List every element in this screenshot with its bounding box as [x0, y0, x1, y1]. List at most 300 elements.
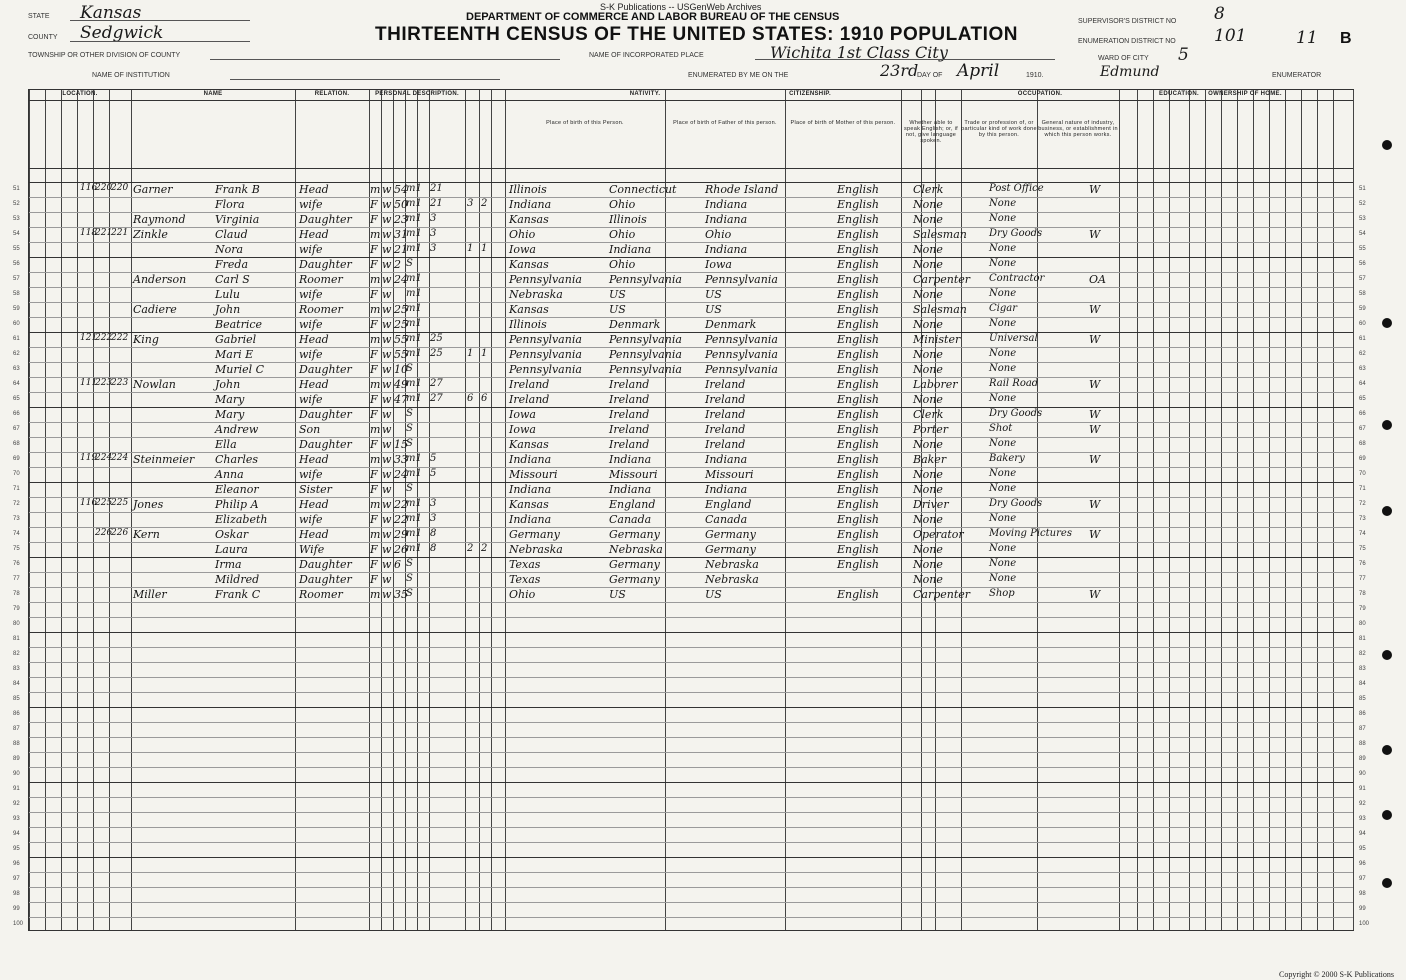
years-married: 3: [430, 243, 437, 254]
family-number: 225: [111, 498, 129, 508]
surname: Steinmeier: [133, 453, 195, 466]
relation: wife: [299, 318, 323, 331]
marital-status: m1: [406, 543, 422, 554]
birthplace-person: Nebraska: [509, 543, 563, 556]
row-number: 53: [13, 216, 20, 222]
row-number: 62: [1359, 351, 1366, 357]
trade: None: [913, 363, 943, 376]
employer-status: W: [1089, 303, 1101, 316]
sex: m: [370, 528, 381, 541]
birthplace-person: Illinois: [509, 183, 547, 196]
birthplace-person: Ireland: [509, 393, 550, 406]
birthplace-mother: Iowa: [705, 258, 732, 271]
age: 24: [394, 273, 408, 286]
row-rule: [29, 737, 1353, 738]
sex: F: [370, 393, 378, 406]
row-number: 63: [1359, 366, 1366, 372]
race: w: [382, 288, 392, 301]
birthplace-mother: Indiana: [705, 198, 748, 211]
birthplace-mother: Pennsylvania: [705, 273, 778, 286]
birthplace-father: Connecticut: [609, 183, 677, 196]
trade: Clerk: [913, 183, 944, 196]
employer-status: W: [1089, 408, 1101, 421]
trade: None: [913, 258, 943, 271]
column-divider: [1269, 90, 1270, 930]
given-name: Anna: [215, 468, 244, 481]
years-married: 25: [430, 348, 443, 359]
industry: None: [989, 513, 1017, 524]
age: 50: [394, 198, 408, 211]
birthplace-mother: Nebraska: [705, 573, 759, 586]
language: English: [837, 213, 879, 226]
birthplace-father: Ireland: [609, 378, 650, 391]
township-underline: [210, 59, 560, 60]
birthplace-person-heading: Place of birth of this Person.: [546, 120, 624, 126]
row-rule: [29, 887, 1353, 888]
house-number: 224: [95, 453, 113, 463]
column-divider: [491, 90, 492, 930]
marital-status: S: [406, 558, 413, 569]
column-divider: [1037, 90, 1038, 930]
row-number: 72: [1359, 501, 1366, 507]
ownership-heading: OWNERSHIP OF HOME.: [1208, 91, 1282, 97]
row-number: 82: [13, 651, 20, 657]
state-label: STATE: [28, 13, 50, 20]
birthplace-mother: Ireland: [705, 393, 746, 406]
marital-status: m1: [406, 303, 422, 314]
row-number: 94: [13, 831, 20, 837]
birthplace-mother: Indiana: [705, 453, 748, 466]
language: English: [837, 543, 879, 556]
birthplace-person: Ohio: [509, 228, 536, 241]
given-name: Laura: [215, 543, 248, 556]
binding-hole: [1382, 745, 1392, 755]
race: w: [382, 243, 392, 256]
row-number: 88: [1359, 741, 1366, 747]
trade: None: [913, 543, 943, 556]
incorporated-label: NAME OF INCORPORATED PLACE: [589, 52, 704, 59]
race: w: [382, 483, 392, 496]
sex: F: [370, 288, 378, 301]
row-number: 61: [1359, 336, 1366, 342]
trade: None: [913, 513, 943, 526]
county-value: Sedgwick: [80, 23, 164, 43]
row-number: 97: [13, 876, 20, 882]
row-number: 99: [1359, 906, 1366, 912]
column-divider: [479, 90, 480, 930]
surname: Garner: [133, 183, 173, 196]
month-value: April: [957, 61, 1000, 81]
birthplace-father: Ireland: [609, 408, 650, 421]
marital-status: S: [406, 258, 413, 269]
family-number: 220: [111, 183, 129, 193]
relation: Head: [299, 183, 329, 196]
industry: Dry Goods: [989, 228, 1043, 239]
given-name: Mari E: [215, 348, 254, 361]
row-number: 81: [13, 636, 20, 642]
race: w: [382, 273, 392, 286]
language: English: [837, 348, 879, 361]
column-divider: [961, 90, 962, 930]
row-number: 73: [1359, 516, 1366, 522]
row-number: 68: [1359, 441, 1366, 447]
row-rule: [29, 692, 1353, 693]
row-number: 59: [13, 306, 20, 312]
birthplace-person: Indiana: [509, 198, 552, 211]
binding-hole: [1382, 318, 1392, 328]
age: 15: [394, 438, 408, 451]
relation: Sister: [299, 483, 332, 496]
birthplace-father: Indiana: [609, 483, 652, 496]
house-number: 223: [95, 378, 113, 388]
birthplace-father: Ohio: [609, 258, 636, 271]
race: w: [382, 498, 392, 511]
row-number: 80: [13, 621, 20, 627]
name-heading: NAME: [203, 91, 223, 97]
enum-district-value: 101: [1214, 26, 1247, 46]
birthplace-person: Kansas: [509, 438, 549, 451]
marital-status: m1: [406, 243, 422, 254]
given-name: Andrew: [215, 423, 259, 436]
relation: Wife: [299, 543, 325, 556]
language: English: [837, 258, 879, 271]
birthplace-mother: Nebraska: [705, 558, 759, 571]
birthplace-person: Kansas: [509, 258, 549, 271]
children-living: 2: [481, 543, 488, 554]
language: English: [837, 378, 879, 391]
marital-status: m1: [406, 318, 422, 329]
industry: Moving Pictures: [989, 528, 1072, 539]
row-number: 76: [13, 561, 20, 567]
column-divider: [29, 90, 30, 930]
industry: None: [989, 543, 1017, 554]
relation: Head: [299, 498, 329, 511]
row-number: 100: [13, 921, 24, 927]
birthplace-person: Ireland: [509, 378, 550, 391]
industry: None: [989, 393, 1017, 404]
children-living: 1: [481, 243, 488, 254]
children-born: 2: [467, 543, 474, 554]
row-number: 59: [1359, 306, 1366, 312]
trade: None: [913, 213, 943, 226]
birthplace-person: Indiana: [509, 483, 552, 496]
age: 22: [394, 498, 408, 511]
employer-status: W: [1089, 228, 1101, 241]
day-of-label: DAY OF: [917, 72, 943, 79]
marital-status: m1: [406, 183, 422, 194]
birthplace-person: Indiana: [509, 453, 552, 466]
birthplace-father: Ireland: [609, 423, 650, 436]
given-name: Frank C: [215, 588, 261, 601]
birthplace-father: Illinois: [609, 213, 647, 226]
row-number: 85: [13, 696, 20, 702]
row-number: 74: [1359, 531, 1366, 537]
surname: Miller: [133, 588, 167, 601]
birthplace-father: Germany: [609, 528, 660, 541]
state-underline: [70, 20, 250, 21]
birthplace-mother-heading: Place of birth of Mother of this person.: [790, 120, 896, 126]
row-number: 97: [1359, 876, 1366, 882]
birthplace-mother: Indiana: [705, 243, 748, 256]
given-name: Eleanor: [215, 483, 259, 496]
row-number: 69: [1359, 456, 1366, 462]
industry: Cigar: [989, 303, 1017, 314]
row-number: 86: [1359, 711, 1366, 717]
birthplace-mother: Ohio: [705, 228, 732, 241]
trade: None: [913, 558, 943, 571]
copyright: Copyright © 2000 S-K Publications: [1279, 970, 1394, 979]
row-number: 60: [13, 321, 20, 327]
marital-status: S: [406, 573, 413, 584]
industry: None: [989, 348, 1017, 359]
row-number: 61: [13, 336, 20, 342]
children-born: 1: [467, 243, 474, 254]
marital-status: m1: [406, 468, 422, 479]
relation: Daughter: [299, 363, 352, 376]
industry: Dry Goods: [989, 408, 1043, 419]
surname: Jones: [133, 498, 164, 511]
page-title: THIRTEENTH CENSUS OF THE UNITED STATES: 1910 POPULATION: [375, 24, 1018, 45]
age: 2: [394, 258, 401, 271]
row-number: 88: [13, 741, 20, 747]
column-divider: [93, 90, 94, 930]
industry: Bakery: [989, 453, 1025, 464]
given-name: Ella: [215, 438, 237, 451]
county-underline: [70, 41, 250, 42]
birthplace-person: Pennsylvania: [509, 333, 582, 346]
row-number: 76: [1359, 561, 1366, 567]
nativity-heading: NATIVITY.: [629, 91, 661, 97]
row-number: 83: [1359, 666, 1366, 672]
surname: Raymond: [133, 213, 186, 226]
birthplace-father: US: [609, 288, 626, 301]
row-rule: [29, 632, 1353, 633]
row-number: 78: [1359, 591, 1366, 597]
row-number: 54: [1359, 231, 1366, 237]
age: 55: [394, 333, 408, 346]
row-number: 95: [1359, 846, 1366, 852]
dwelling-number: 121: [80, 333, 98, 343]
trade: None: [913, 483, 943, 496]
row-number: 90: [1359, 771, 1366, 777]
trade: None: [913, 573, 943, 586]
trade: Carpenter: [913, 273, 971, 286]
row-rule: [29, 797, 1353, 798]
age: 47: [394, 393, 408, 406]
dwelling-number: 119: [80, 453, 98, 463]
marital-status: m1: [406, 228, 422, 239]
publisher-line: S-K Publications -- USGenWeb Archives: [600, 2, 762, 12]
relation: Head: [299, 453, 329, 466]
marital-status: m1: [406, 498, 422, 509]
birthplace-father: Ireland: [609, 393, 650, 406]
birthplace-person: Iowa: [509, 408, 536, 421]
marital-status: S: [406, 363, 413, 374]
enumerated-day-value: 23rd: [880, 61, 919, 80]
row-number: 57: [13, 276, 20, 282]
row-number: 63: [13, 366, 20, 372]
industry: None: [989, 483, 1017, 494]
trade: Baker: [913, 453, 947, 466]
given-name: John: [215, 378, 241, 391]
age: 49: [394, 378, 408, 391]
industry: Shop: [989, 588, 1015, 599]
trade: Clerk: [913, 408, 944, 421]
row-rule: [29, 902, 1353, 903]
language: English: [837, 453, 879, 466]
sex: m: [370, 183, 381, 196]
birthplace-mother: Ireland: [705, 438, 746, 451]
industry: None: [989, 363, 1017, 374]
birthplace-father: England: [609, 498, 656, 511]
given-name: Claud: [215, 228, 248, 241]
row-number: 69: [13, 456, 20, 462]
race: w: [382, 588, 392, 601]
row-number: 56: [13, 261, 20, 267]
birthplace-father: Ireland: [609, 438, 650, 451]
row-number: 79: [13, 606, 20, 612]
row-number: 67: [13, 426, 20, 432]
column-divider: [1333, 90, 1334, 930]
given-name: Frank B: [215, 183, 260, 196]
given-name: Virginia: [215, 213, 260, 226]
given-name: Philip A: [215, 498, 259, 511]
department-line: DEPARTMENT OF COMMERCE AND LABOR BUREAU OF THE CENSUS: [466, 11, 840, 23]
age: 21: [394, 243, 408, 256]
birthplace-mother: US: [705, 288, 722, 301]
birthplace-person: Pennsylvania: [509, 363, 582, 376]
marital-status: S: [406, 423, 413, 434]
row-number: 51: [1359, 186, 1366, 192]
employer-status: W: [1089, 423, 1101, 436]
column-divider: [1237, 90, 1238, 930]
row-rule: [29, 722, 1353, 723]
place-value: Wichita 1st Class City: [770, 43, 948, 62]
relation: wife: [299, 513, 323, 526]
language: English: [837, 528, 879, 541]
years-married: 25: [430, 333, 443, 344]
given-name: John: [215, 303, 241, 316]
relation: Roomer: [299, 303, 343, 316]
column-divider: [1253, 90, 1254, 930]
language: English: [837, 198, 879, 211]
race: w: [382, 423, 392, 436]
birthplace-person: Ohio: [509, 588, 536, 601]
birthplace-mother: Germany: [705, 543, 756, 556]
row-number: 78: [13, 591, 20, 597]
row-number: 58: [1359, 291, 1366, 297]
birthplace-mother: US: [705, 588, 722, 601]
column-divider: [901, 90, 902, 930]
row-number: 84: [13, 681, 20, 687]
given-name: Oskar: [215, 528, 249, 541]
age: 10: [394, 363, 408, 376]
binding-hole: [1382, 140, 1392, 150]
row-number: 71: [13, 486, 20, 492]
column-divider: [1137, 90, 1138, 930]
relation: Son: [299, 423, 321, 436]
industry: None: [989, 573, 1017, 584]
children-living: 6: [481, 393, 488, 404]
row-number: 77: [1359, 576, 1366, 582]
race: w: [382, 318, 392, 331]
race: w: [382, 303, 392, 316]
column-divider: [295, 90, 296, 930]
trade: None: [913, 468, 943, 481]
industry: Universal: [989, 333, 1038, 344]
surname: Zinkle: [133, 228, 168, 241]
marital-status: m1: [406, 273, 422, 284]
location-heading: LOCATION.: [62, 91, 98, 97]
industry: Post Office: [989, 183, 1044, 194]
row-number: 75: [1359, 546, 1366, 552]
birthplace-father: US: [609, 303, 626, 316]
row-number: 57: [1359, 276, 1366, 282]
employer-status: W: [1089, 528, 1101, 541]
row-rule: [29, 662, 1353, 663]
row-rule: [29, 602, 1353, 603]
industry: Rail Road: [989, 378, 1039, 389]
relation-heading: RELATION.: [314, 91, 350, 97]
relation: Daughter: [299, 258, 352, 271]
race: w: [382, 348, 392, 361]
sex: F: [370, 558, 378, 571]
race: w: [382, 228, 392, 241]
marital-status: S: [406, 588, 413, 599]
given-name: Freda: [215, 258, 248, 271]
row-number: 74: [13, 531, 20, 537]
surname: Cadiere: [133, 303, 177, 316]
sheet-side: B: [1340, 30, 1352, 47]
birthplace-father: Ohio: [609, 228, 636, 241]
marital-status: m1: [406, 393, 422, 404]
sex: m: [370, 303, 381, 316]
row-number: 64: [13, 381, 20, 387]
trade: Driver: [913, 498, 949, 511]
row-number: 91: [13, 786, 20, 792]
trade: Carpenter: [913, 588, 971, 601]
family-number: 221: [111, 228, 129, 238]
employer-status: W: [1089, 183, 1101, 196]
given-name: Irma: [215, 558, 242, 571]
language: English: [837, 393, 879, 406]
dwelling-number: 118: [80, 228, 98, 238]
sex: F: [370, 438, 378, 451]
row-number: 68: [13, 441, 20, 447]
row-number: 99: [13, 906, 20, 912]
industry: Shot: [989, 423, 1013, 434]
race: w: [382, 363, 392, 376]
column-divider: [1317, 90, 1318, 930]
age: 31: [394, 228, 408, 241]
age: 26: [394, 543, 408, 556]
enumerator-value: Edmund: [1100, 64, 1160, 80]
trade-heading: Trade or profession of, or particular kind of work done by this person.: [961, 120, 1037, 138]
sex: F: [370, 318, 378, 331]
language: English: [837, 243, 879, 256]
surname: Anderson: [133, 273, 187, 286]
row-rule: [29, 812, 1353, 813]
row-rule: [29, 872, 1353, 873]
row-number: 53: [1359, 216, 1366, 222]
age: 35: [394, 588, 408, 601]
age: 25: [394, 303, 408, 316]
row-number: 67: [1359, 426, 1366, 432]
birthplace-mother: Ireland: [705, 408, 746, 421]
birthplace-father: Pennsylvania: [609, 273, 682, 286]
marital-status: S: [406, 438, 413, 449]
relation: wife: [299, 198, 323, 211]
